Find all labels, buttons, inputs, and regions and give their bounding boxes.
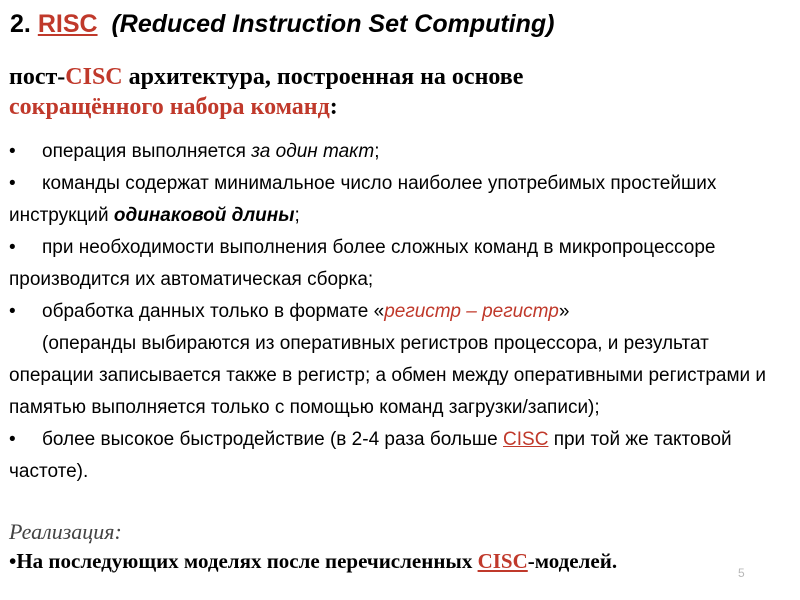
intro-paragraph — [9, 62, 789, 122]
bullet-item-3 — [9, 232, 791, 296]
bullet-text-end: » — [558, 301, 570, 322]
implementation-text-end: -моделей. — [527, 549, 618, 573]
bullet-italic: одинаковой длины — [113, 205, 295, 226]
bullet-marker: • — [9, 429, 16, 450]
title-risc: RISC — [37, 10, 98, 38]
intro-colon: : — [329, 94, 338, 120]
bullet-item-5 — [9, 424, 791, 488]
bullet-marker: • — [9, 301, 16, 322]
bullet-red-cisc: CISC — [503, 429, 549, 450]
title-subtitle: (Reduced Instruction Set Computing) — [111, 10, 555, 38]
page-number: 5 — [738, 566, 745, 580]
bullet-text-end: при той же тактовой частоте). — [9, 429, 732, 482]
bullet-item-1 — [9, 136, 791, 168]
bullet-italic: за один такт — [251, 141, 375, 162]
bullet-text-end: ; — [294, 205, 300, 226]
bullet-red-italic: регистр – регистр — [384, 301, 559, 322]
bullet-marker: • — [9, 141, 16, 162]
bullet-item-4-continuation: (операнды выбираются из оперативных регистров процессора, и результат операции записывается также в регистр; а обмен между оперативными регистрами и памятью выполняется только с помощью команд загрузки/записи); — [9, 333, 767, 418]
intro-rest: архитектура, построенная на основе — [122, 64, 524, 90]
bullet-item-4 — [9, 296, 791, 328]
title-number: 2. — [10, 10, 31, 38]
bullet-text: операция выполняется — [42, 141, 252, 162]
bullet-marker: • — [9, 173, 16, 194]
bullet-text: при необходимости выполнения более сложных команд в микропроцессоре производится их автоматическая сборка; — [9, 237, 716, 290]
implementation-cisc: CISC — [477, 549, 528, 573]
bullet-text: команды содержат минимальное число наиболее употребимых простейших инструкций — [9, 173, 717, 226]
bullet-list — [9, 136, 791, 488]
intro-red-phrase: сокращённого набора команд — [9, 94, 330, 120]
bullet-marker: • — [9, 237, 16, 258]
bullet-text-end: ; — [374, 141, 380, 162]
bullet-item-2 — [9, 168, 791, 232]
realization-label: Реализация: — [9, 519, 122, 544]
implementation-text: •На последующих моделях после перечисленных — [9, 549, 478, 573]
intro-prefix: пост- — [9, 64, 66, 90]
intro-cisc: CISC — [65, 64, 123, 90]
bullet-text: обработка данных только в формате « — [42, 301, 385, 322]
slide-title — [10, 10, 555, 39]
bullet-text: более высокое быстродействие (в 2-4 раза больше — [42, 429, 504, 450]
implementation-line — [9, 549, 794, 574]
